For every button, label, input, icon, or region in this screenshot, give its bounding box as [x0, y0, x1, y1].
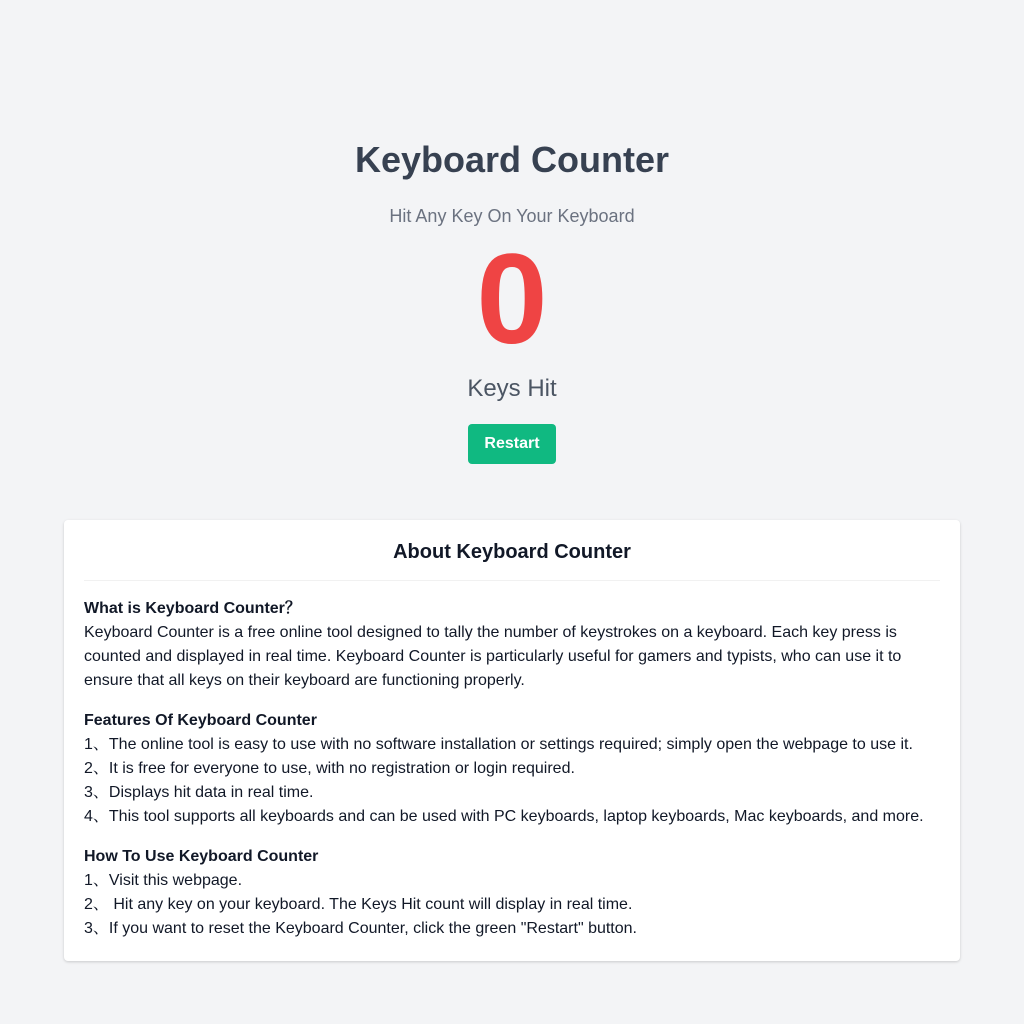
page-title: Keyboard Counter — [354, 139, 670, 180]
list-item: 4、This tool supports all keyboards and can be used with PC keyboards, laptop keyboards, Mac keyboards, and more. — [84, 808, 924, 825]
what-text: Keyboard Counter is a free online tool designed to tally the number of keystrokes on a keyboard. Each key press is counted and displayed in real time. Keyboard Counter is particularly useful for gamers and typists, who can use it to ensure that all keys on their keyboard are functioning properly. — [84, 624, 902, 689]
instruction-text: Hit Any Key On Your Keyboard — [389, 206, 635, 226]
list-item: 3、If you want to reset the Keyboard Counter, click the green "Restart" button. — [84, 920, 637, 937]
list-item: 1、The online tool is easy to use with no software installation or settings required; simply open the webpage to use it. — [84, 736, 913, 753]
about-title: About Keyboard Counter — [84, 540, 940, 581]
list-item: 2、It is free for everyone to use, with no registration or login required. — [84, 760, 575, 777]
list-item: 1、Visit this webpage. — [84, 872, 243, 889]
what-section — [84, 597, 940, 693]
howto-heading: How To Use Keyboard Counter — [84, 848, 319, 865]
features-section — [84, 709, 940, 829]
key-count-display: 0 — [476, 228, 548, 371]
what-heading: What is Keyboard Counter？ — [84, 600, 301, 617]
list-item: 3、Displays hit data in real time. — [84, 784, 314, 801]
key-count-label: Keys Hit — [467, 375, 557, 402]
list-item: 2、 Hit any key on your keyboard. The Keys Hit count will display in real time. — [84, 896, 633, 913]
features-heading: Features Of Keyboard Counter — [84, 712, 317, 729]
howto-section — [84, 845, 940, 941]
restart-button[interactable]: Restart — [468, 424, 556, 464]
about-card — [64, 520, 960, 961]
